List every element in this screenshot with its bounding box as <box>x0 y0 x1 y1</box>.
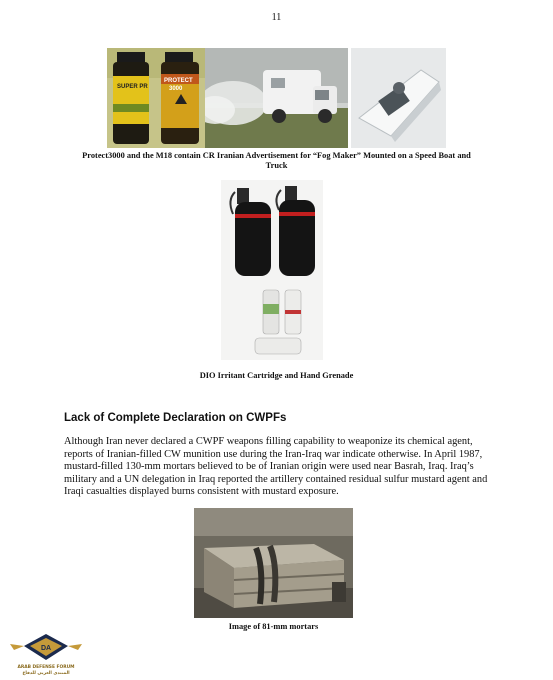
grenade-photo <box>221 180 323 360</box>
left-bottle-label: SUPER PR <box>117 84 148 90</box>
section-heading: Lack of Complete Declaration on CWPFs <box>64 412 287 424</box>
watermark-line1: ARAB DEFENSE FORUM <box>17 665 75 670</box>
right-bottle-label: PROTECT <box>164 78 193 84</box>
logo-letters: DA <box>40 645 52 652</box>
section-paragraph: Although Iran never declared a CWPF weapons filling capability to weaponize its chemical agent, reports of Iranian-filled CW munition use during the Iran-Iraq war indicate otherwise. In April 1987, mustard-filled 130-mm mortars believed to be of Iranian origin were used near Basrah, Iraq. Iraq’s military and a UN delegation in Iraq reported the artillery contained residual sulfur mustard agent and Iraqi casualties displayed burns consistent with mustard exposure. <box>64 436 488 498</box>
arab-defense-forum-logo <box>6 632 86 678</box>
top-caption-line2: Truck <box>265 161 288 170</box>
mortar-caption: Image of 81-mm mortars <box>228 622 319 631</box>
top-caption-line1: Protect3000 and the M18 contain CR Iranian Advertisement for “Fog Maker” Mounted on a Speed Boat and <box>82 151 471 160</box>
top-figure-caption <box>60 151 493 171</box>
right-bottle-sublabel: 3000 <box>169 86 183 92</box>
bottles-photo <box>107 48 205 148</box>
mortar-photo <box>194 508 353 618</box>
page-number: 11 <box>271 12 282 23</box>
grenade-caption: DIO Irritant Cartridge and Hand Grenade <box>199 371 354 380</box>
speedboat-photo <box>351 48 446 148</box>
truck-photo <box>205 48 348 148</box>
watermark-line2: المنتدى العربي للدفاع <box>22 671 70 676</box>
